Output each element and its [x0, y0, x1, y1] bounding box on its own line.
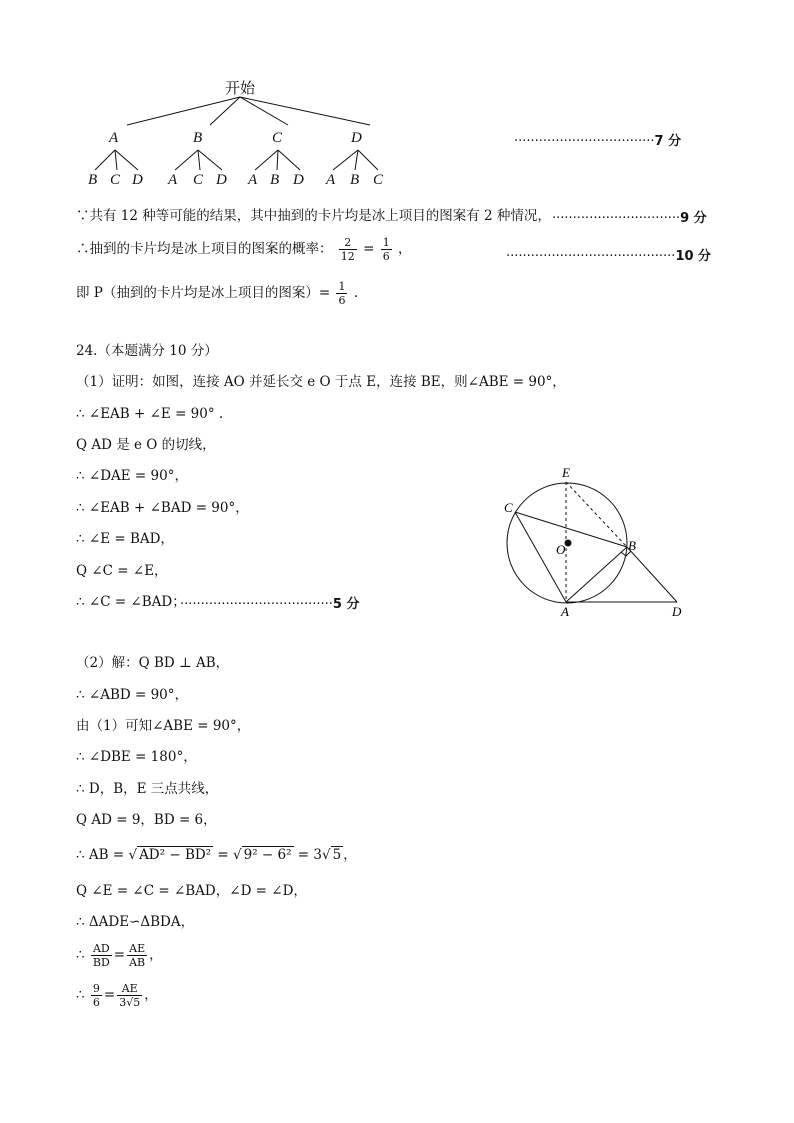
tree-leaf: D: [216, 172, 227, 188]
q24-p2-line: （2）解：Q BD ⊥ AB，: [76, 655, 230, 671]
fraction: $\frac{2}{12}$: [340, 236, 355, 263]
score-10: ·········································10 分: [506, 249, 712, 264]
q24-p2-line: ∴ ∠ABD = 90°，: [76, 687, 189, 703]
tree-leaf: B: [270, 172, 280, 188]
tree-leaf: A: [326, 172, 336, 188]
q24-p3-line: ∴ ΔADE∽ΔBDA，: [76, 914, 195, 930]
tree-leaf: C: [110, 172, 121, 188]
ab-equation: ∴ AB = √ AD² − BD² = √ 9² − 6² = 3√ 5 ，: [76, 847, 357, 863]
q24-p1-line: （1）证明：如图，连接 AO 并延长交 e O 于点 E，连接 BE，则∠ABE = 90°，: [76, 374, 566, 390]
q24-p1-line: ∴ ∠C = ∠BAD；: [76, 594, 186, 610]
q24-p3-line: Q ∠E = ∠C = ∠BAD，∠D = ∠D，: [76, 883, 307, 899]
fraction: $\frac{1}{6}$: [382, 236, 390, 263]
q24-p1-line: ∴ ∠EAB + ∠E = 90° .: [76, 406, 224, 422]
tree-node-c: C: [272, 130, 283, 146]
q24-p2-line: ∴ D，B，E 三点共线，: [76, 781, 219, 797]
ratio-1: ∴ $\frac{AD}{BD}$ = $\frac{AE}{AB}$ ，: [76, 942, 163, 969]
prob-line-3: 即 P（抽到的卡片均是冰上项目的图案）= $\frac{1}{6}$ .: [76, 280, 359, 307]
label-a: A: [561, 604, 569, 619]
ratio-2: ∴ $\frac{9}{6}$ = $\frac{AE}{3√5}$ ，: [76, 982, 158, 1009]
tree-leaf: A: [168, 172, 178, 188]
score-9: ·······························9 分: [552, 211, 707, 226]
q24-p2-line: Q AD = 9，BD = 6，: [76, 812, 217, 828]
tree-leaf: C: [373, 172, 384, 188]
q24-p2-line: 由（1）可知∠ABE = 90°，: [76, 718, 251, 734]
tree-node-a: A: [109, 130, 119, 146]
label-d: D: [672, 604, 682, 619]
tree-leaf: B: [88, 172, 98, 188]
prob-line-2: ∴抽到的卡片均是冰上项目的图案的概率： $\frac{2}{12}$ = $\frac{1}{6}$ ，: [76, 236, 412, 263]
tree-root: 开始: [225, 79, 256, 97]
q24-p2-line: ∴ ∠DBE = 180°，: [76, 749, 197, 765]
tree-leaf: A: [248, 172, 258, 188]
q24-p1-line: Q AD 是 e O 的切线，: [76, 437, 216, 453]
fraction: $\frac{1}{6}$: [338, 280, 346, 307]
label-o: O: [556, 542, 566, 557]
q24-title: 24.（本题满分 10 分）: [76, 343, 218, 359]
score-5: ·····································5 分: [180, 597, 360, 612]
label-e: E: [562, 465, 570, 480]
tree-leaf: C: [193, 172, 204, 188]
tree-leaf: D: [293, 172, 304, 188]
score-7: ··································7 分: [514, 134, 682, 149]
q24-p1-line: Q ∠C = ∠E，: [76, 563, 168, 579]
tree-node-b: B: [193, 130, 203, 146]
tree-node-d: D: [351, 130, 362, 146]
prob-line-2-text: ∴抽到的卡片均是冰上项目的图案的概率：: [76, 241, 333, 257]
q24-p1-line: ∴ ∠DAE = 90°，: [76, 468, 188, 484]
prob-line-1: ∵共有 12 种等可能的结果，其中抽到的卡片均是冰上项目的图案有 2 种情况，: [76, 208, 551, 224]
tree-leaf: B: [350, 172, 360, 188]
geometry-figure: [495, 460, 695, 625]
label-c: C: [504, 500, 513, 515]
tree-leaf: D: [132, 172, 143, 188]
q24-p1-line: ∴ ∠E = BAD，: [76, 531, 174, 547]
q24-p1-line: ∴ ∠EAB + ∠BAD = 90°，: [76, 500, 249, 516]
label-b: B: [628, 538, 636, 553]
prob-line-3-text: 即 P（抽到的卡片均是冰上项目的图案）=: [76, 285, 331, 301]
